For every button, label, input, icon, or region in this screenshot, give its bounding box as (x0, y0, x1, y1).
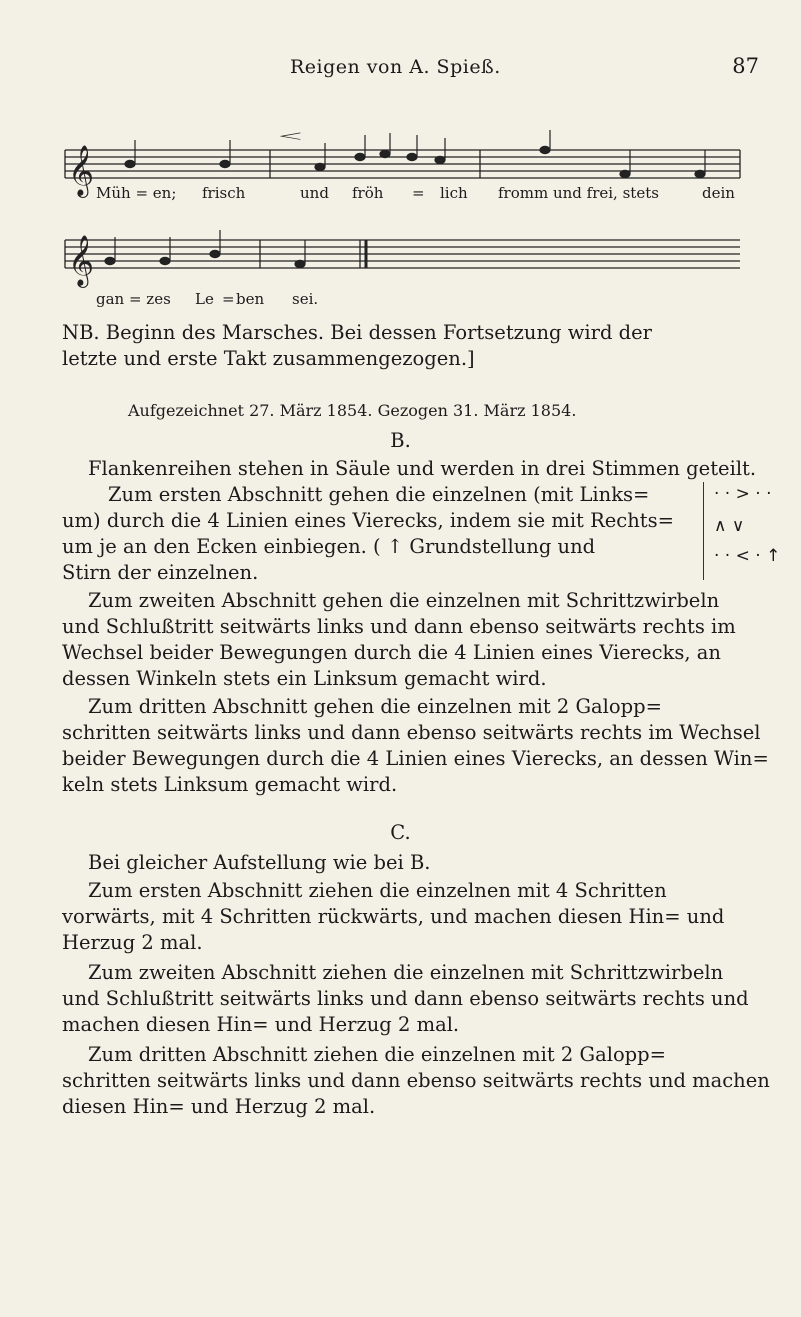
lyric-5: = (412, 184, 425, 202)
lyric-3: und (300, 184, 329, 202)
date-line: Aufgezeichnet 27. März 1854. Gezogen 31. März 1854. (128, 401, 577, 420)
b1-line4: Stirn der einzelnen. (62, 561, 259, 584)
b2-line2: und Schlußtritt seitwärts links und dann ebenso seitwärts rechts im (62, 615, 736, 638)
c2-line2: und Schlußtritt seitwärts links und dann ebenso seitwärts rechts und (62, 987, 749, 1010)
running-title: Reigen von A. Spieß. (290, 56, 501, 78)
b2-line4: dessen Winkeln stets ein Linksum gemacht wird. (62, 667, 547, 690)
b3-line3: beider Bewegungen durch die 4 Linien eines Vierecks, an dessen Win= (62, 747, 769, 770)
nb-note: NB. Beginn des Marsches. Bei dessen Fortsetzung wird der (62, 321, 652, 344)
heading-b: B. (390, 429, 411, 452)
b-intro: Flankenreihen stehen in Säule und werden in drei Stimmen geteilt. (88, 457, 757, 480)
c-intro: Bei gleicher Aufstellung wie bei B. (88, 851, 431, 874)
svg-text:𝆒: 𝆒 (280, 128, 301, 144)
b3-line2: schritten seitwärts links und dann ebenso seitwärts rechts im Wechsel (62, 721, 761, 744)
b1-line3: um je an den Ecken einbiegen. ( ↑ Grundstellung und (62, 535, 596, 558)
heading-c: C. (390, 821, 411, 844)
c2-line3: machen diesen Hin= und Herzug 2 mal. (62, 1013, 460, 1036)
b3-line4: keln stets Linksum gemacht wird. (62, 773, 398, 796)
lyric-6: lich (440, 184, 468, 202)
diagram-row3: · · < · ↑ (714, 546, 781, 566)
lyric-10: Le (195, 290, 214, 308)
lyric-9: gan = zes (96, 290, 171, 308)
diagram-row2: ∧ ∨ (714, 516, 745, 536)
lyric-7: fromm und frei, stets (498, 184, 659, 202)
c3-line1: Zum dritten Abschnitt ziehen die einzelnen mit 2 Galopp= (88, 1043, 666, 1066)
c3-line3: diesen Hin= und Herzug 2 mal. (62, 1095, 376, 1118)
c1-line3: Herzug 2 mal. (62, 931, 203, 954)
music-notation (0, 0, 801, 330)
svg-text:𝄞: 𝄞 (68, 235, 95, 286)
page-number: 87 (732, 54, 759, 78)
nb-note-cont: letzte und erste Takt zusammengezogen.] (62, 347, 475, 370)
svg-text:𝄞: 𝄞 (68, 145, 95, 196)
b2-line1: Zum zweiten Abschnitt gehen die einzelnen mit Schrittzwirbeln (88, 589, 720, 612)
c3-line2: schritten seitwärts links und dann ebenso seitwärts rechts und machen (62, 1069, 770, 1092)
c2-line1: Zum zweiten Abschnitt ziehen die einzelnen mit Schrittzwirbeln (88, 961, 724, 984)
b1-line1: Zum ersten Abschnitt gehen die einzelnen (mit Links= (108, 483, 650, 506)
b3-line1: Zum dritten Abschnitt gehen die einzelnen mit 2 Galopp= (88, 695, 662, 718)
lyric-8: dein (702, 184, 735, 202)
formation-diagram (703, 482, 781, 580)
lyric-1: Müh = en; (96, 184, 177, 202)
diagram-row1: · · > · · (714, 484, 772, 504)
lyric-2: frisch (202, 184, 246, 202)
lyric-11: = (222, 290, 235, 308)
c1-line1: Zum ersten Abschnitt ziehen die einzelnen mit 4 Schritten (88, 879, 667, 902)
lyric-12: ben (236, 290, 265, 308)
lyric-4: fröh (352, 184, 384, 202)
b2-line3: Wechsel beider Bewegungen durch die 4 Linien eines Vierecks, an (62, 641, 721, 664)
lyric-13: sei. (292, 290, 319, 308)
b1-line2: um) durch die 4 Linien eines Vierecks, indem sie mit Rechts= (62, 509, 674, 532)
c1-line2: vorwärts, mit 4 Schritten rückwärts, und machen diesen Hin= und (62, 905, 725, 928)
